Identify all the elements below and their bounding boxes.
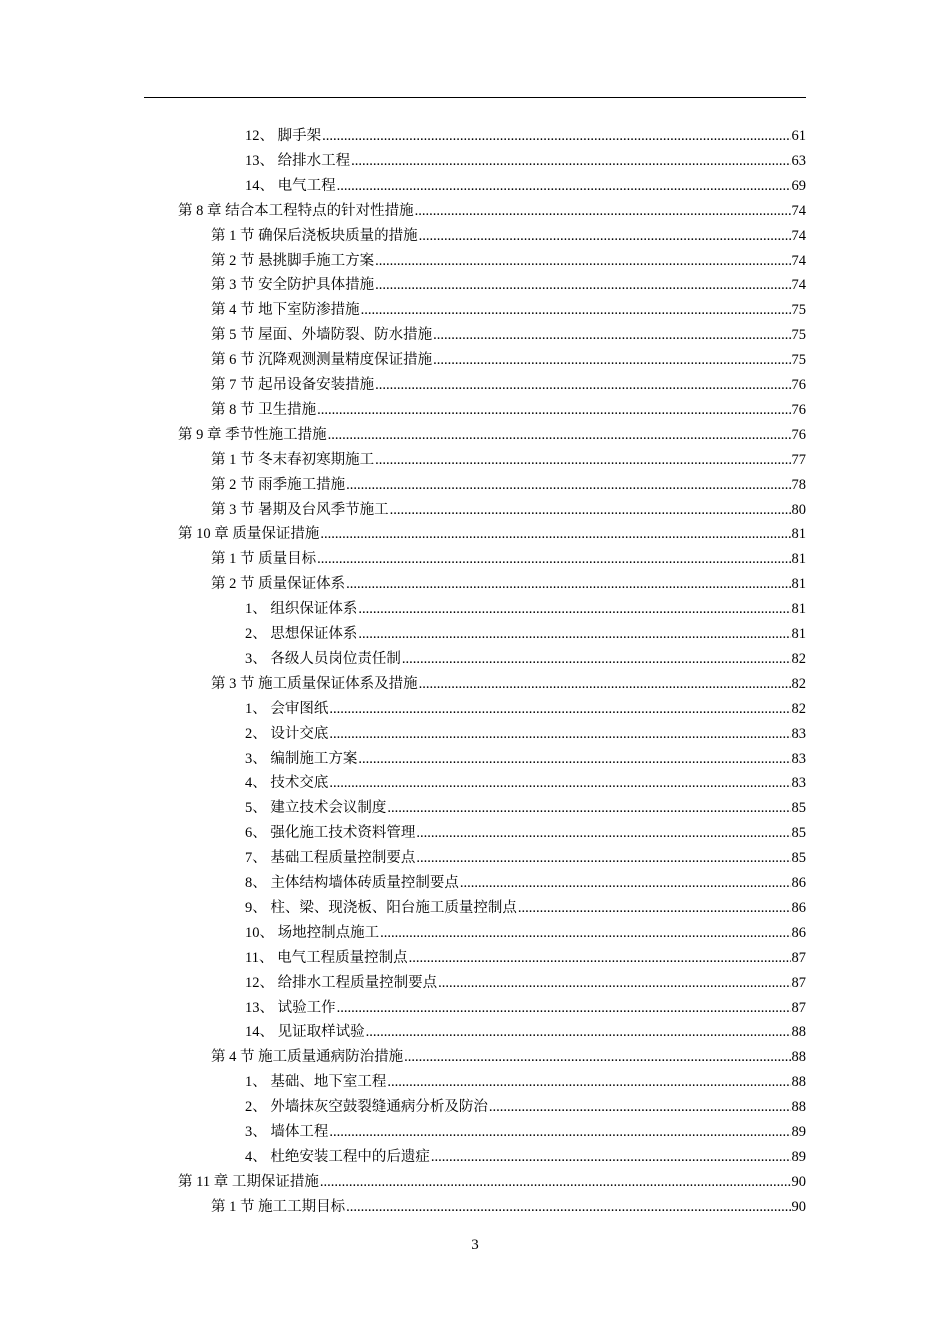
toc-entry-page: 63 <box>791 152 806 169</box>
toc-entry-label: 2、 设计交底 <box>245 725 329 742</box>
toc-dot-leader <box>380 921 790 946</box>
toc-entry[interactable] <box>245 1020 806 1045</box>
toc-entry-page: 78 <box>791 476 806 493</box>
toc-entry-label: 3、 编制施工方案 <box>245 750 358 767</box>
toc-entry-page: 82 <box>791 650 806 667</box>
toc-entry-page: 81 <box>791 576 806 593</box>
toc-dot-leader <box>329 771 790 796</box>
toc-entry-label: 1、 会审图纸 <box>245 700 329 717</box>
toc-entry-page: 82 <box>791 700 806 717</box>
toc-entry-page: 85 <box>791 800 806 817</box>
toc-dot-leader <box>416 846 790 871</box>
toc-entry[interactable] <box>245 971 806 996</box>
toc-entry[interactable] <box>245 747 806 772</box>
toc-entry-page: 82 <box>791 675 806 692</box>
toc-entry[interactable] <box>211 547 806 572</box>
toc-entry[interactable] <box>211 224 806 249</box>
toc-entry[interactable] <box>245 996 806 1021</box>
toc-entry-page: 74 <box>791 252 806 269</box>
toc-dot-leader <box>358 622 790 647</box>
toc-dot-leader <box>358 747 790 772</box>
toc-entry-label: 第 2 节 雨季施工措施 <box>211 476 346 493</box>
toc-dot-leader <box>322 124 790 149</box>
toc-entry-page: 69 <box>791 177 806 194</box>
toc-dot-leader <box>402 647 791 672</box>
toc-entry[interactable] <box>245 149 806 174</box>
toc-entry-page: 83 <box>791 775 806 792</box>
toc-entry[interactable] <box>245 1095 806 1120</box>
toc-entry[interactable] <box>245 871 806 896</box>
toc-dot-leader <box>375 249 790 274</box>
toc-entry-page: 81 <box>791 601 806 618</box>
toc-entry-page: 88 <box>791 1049 806 1066</box>
toc-entry-label: 第 1 节 施工工期目标 <box>211 1198 346 1215</box>
toc-entry-page: 76 <box>791 377 806 393</box>
toc-dot-leader <box>366 1020 791 1045</box>
toc-entry[interactable] <box>211 298 806 323</box>
toc-entry-page: 86 <box>791 899 806 916</box>
toc-entry-label: 第 8 章 结合本工程特点的针对性措施 <box>178 202 414 219</box>
toc-entry-label: 第 6 节 沉降观测测量精度保证措施 <box>211 352 433 369</box>
toc-entry-page: 81 <box>791 626 806 642</box>
toc-entry-page: 86 <box>791 875 806 891</box>
toc-entry[interactable] <box>211 348 806 373</box>
toc-entry-label: 1、 基础、地下室工程 <box>245 1074 387 1091</box>
toc-entry[interactable] <box>245 896 806 921</box>
toc-entry-label: 13、 给排水工程 <box>245 152 351 169</box>
toc-entry-label: 第 8 节 卫生措施 <box>211 401 317 418</box>
toc-entry[interactable] <box>211 398 806 423</box>
toc-entry[interactable] <box>245 622 806 647</box>
toc-dot-leader <box>337 996 791 1021</box>
toc-entry-label: 4、 技术交底 <box>245 775 329 792</box>
toc-dot-leader <box>433 323 790 348</box>
toc-dot-leader <box>346 1195 790 1220</box>
toc-entry-page: 76 <box>791 401 806 418</box>
toc-entry-label: 第 5 节 屋面、外墙防裂、防水措施 <box>211 327 433 344</box>
header-rule <box>144 97 806 98</box>
toc-entry-page: 77 <box>791 451 806 468</box>
toc-dot-leader <box>489 1095 791 1120</box>
toc-dot-leader <box>518 896 791 921</box>
toc-entry[interactable] <box>211 572 806 597</box>
toc-dot-leader <box>431 1145 791 1170</box>
toc-entry[interactable] <box>245 124 806 149</box>
toc-dot-leader <box>329 722 790 747</box>
toc-dot-leader <box>375 273 790 298</box>
toc-entry[interactable] <box>245 647 806 672</box>
toc-entry[interactable] <box>245 946 806 971</box>
toc-dot-leader <box>328 423 791 448</box>
toc-entry-label: 12、 给排水工程质量控制要点 <box>245 974 438 991</box>
toc-entry-label: 10、 场地控制点施工 <box>245 924 380 941</box>
toc-entry[interactable] <box>211 323 806 348</box>
toc-dot-leader <box>416 821 790 846</box>
toc-entry-page: 74 <box>791 202 806 219</box>
toc-dot-leader <box>337 174 791 199</box>
toc-entry-page: 85 <box>791 825 806 842</box>
toc-entry[interactable] <box>245 174 806 199</box>
toc-entry[interactable] <box>245 921 806 946</box>
toc-entry-page: 86 <box>791 924 806 941</box>
toc-dot-leader <box>409 946 791 971</box>
toc-entry-page: 87 <box>791 974 806 991</box>
toc-entry-label: 第 10 章 质量保证措施 <box>178 526 320 543</box>
toc-entry-page: 88 <box>791 1024 806 1041</box>
toc-entry[interactable] <box>245 796 806 821</box>
toc-entry-page: 80 <box>791 501 806 518</box>
toc-entry-label: 3、 墙体工程 <box>245 1124 329 1140</box>
toc-entry-label: 2、 思想保证体系 <box>245 626 358 642</box>
toc-entry[interactable] <box>178 199 806 224</box>
toc-entry-label: 第 11 章 工期保证措施 <box>178 1173 319 1190</box>
toc-dot-leader <box>329 1120 790 1145</box>
toc-entry-label: 7、 基础工程质量控制要点 <box>245 850 416 867</box>
toc-dot-leader <box>320 1170 791 1195</box>
toc-entry[interactable] <box>245 1120 806 1145</box>
toc-dot-leader <box>460 871 791 896</box>
toc-entry[interactable] <box>211 448 806 473</box>
toc-entry-label: 12、 脚手架 <box>245 128 322 144</box>
toc-dot-leader <box>317 398 790 423</box>
toc-entry-page: 87 <box>791 999 806 1016</box>
toc-entry-label: 9、 柱、梁、现浇板、阳台施工质量控制点 <box>245 899 517 916</box>
toc-dot-leader <box>361 298 791 323</box>
toc-entry[interactable] <box>211 1195 806 1220</box>
toc-entry-label: 第 1 节 冬末春初寒期施工 <box>211 451 375 468</box>
toc-entry[interactable] <box>178 1170 806 1195</box>
toc-entry-label: 4、 杜绝安装工程中的后遗症 <box>245 1148 430 1165</box>
toc-entry-label: 第 3 节 安全防护具体措施 <box>211 277 375 294</box>
toc-entry[interactable] <box>245 697 806 722</box>
toc-dot-leader <box>329 697 790 722</box>
toc-entry-label: 第 1 节 质量目标 <box>211 551 317 568</box>
toc-entry-label: 第 2 节 质量保证体系 <box>211 576 346 593</box>
toc-entry-label: 第 9 章 季节性施工措施 <box>178 426 327 443</box>
toc-entry-page: 88 <box>791 1099 806 1116</box>
toc-entry[interactable] <box>245 821 806 846</box>
toc-entry[interactable] <box>211 473 806 498</box>
toc-entry-page: 85 <box>791 850 806 867</box>
toc-dot-leader <box>404 1045 790 1070</box>
toc-entry-page: 61 <box>791 128 806 144</box>
toc-entry-page: 88 <box>791 1074 806 1091</box>
toc-entry-label: 6、 强化施工技术资料管理 <box>245 825 416 842</box>
toc-entry[interactable] <box>211 249 806 274</box>
toc-dot-leader <box>346 473 790 498</box>
toc-entry[interactable] <box>211 273 806 298</box>
toc-entry[interactable] <box>211 498 806 523</box>
toc-entry-page: 76 <box>791 426 806 443</box>
toc-entry-label: 13、 试验工作 <box>245 999 336 1016</box>
toc-entry[interactable] <box>245 722 806 747</box>
toc-entry-label: 第 3 节 暑期及台风季节施工 <box>211 501 389 518</box>
toc-entry-page: 89 <box>791 1148 806 1165</box>
toc-entry-page: 81 <box>791 526 806 543</box>
toc-entry-label: 第 4 节 施工质量通病防治措施 <box>211 1049 404 1066</box>
toc-entry-label: 3、 各级人员岗位责任制 <box>245 650 401 667</box>
toc-entry-page: 90 <box>791 1198 806 1215</box>
toc-dot-leader <box>387 796 790 821</box>
toc-entry[interactable] <box>245 1145 806 1170</box>
toc-entry-label: 11、 电气工程质量控制点 <box>245 949 408 966</box>
toc-entry-label: 2、 外墙抹灰空鼓裂缝通病分析及防治 <box>245 1099 488 1116</box>
toc-entry[interactable] <box>245 846 806 871</box>
toc-dot-leader <box>320 522 790 547</box>
toc-dot-leader <box>387 1070 790 1095</box>
toc-dot-leader <box>415 199 791 224</box>
toc-entry-label: 1、 组织保证体系 <box>245 601 358 618</box>
toc-entry-page: 81 <box>791 551 806 568</box>
toc-dot-leader <box>419 224 791 249</box>
toc-entry[interactable] <box>178 522 806 547</box>
toc-entry[interactable] <box>211 1045 806 1070</box>
toc-entry-page: 87 <box>791 949 806 966</box>
toc-dot-leader <box>317 547 790 572</box>
toc-dot-leader <box>358 597 790 622</box>
toc-entry-page: 90 <box>791 1173 806 1190</box>
toc-entry-label: 8、 主体结构墙体砖质量控制要点 <box>245 875 459 891</box>
toc-entry-label: 5、 建立技术会议制度 <box>245 800 387 817</box>
toc-entry[interactable] <box>211 373 806 398</box>
toc-entry[interactable] <box>245 1070 806 1095</box>
toc-entry-page: 75 <box>791 327 806 344</box>
toc-entry-label: 14、 见证取样试验 <box>245 1024 365 1041</box>
toc-entry-label: 第 2 节 悬挑脚手施工方案 <box>211 252 375 269</box>
toc-entry-page: 74 <box>791 227 806 244</box>
toc-dot-leader <box>375 373 790 398</box>
toc-dot-leader <box>438 971 790 996</box>
toc-entry-page: 83 <box>791 725 806 742</box>
toc-dot-leader <box>419 672 791 697</box>
toc-dot-leader <box>390 498 791 523</box>
toc-entry-label: 第 3 节 施工质量保证体系及措施 <box>211 675 418 692</box>
toc-entry[interactable] <box>245 771 806 796</box>
toc-entry-label: 14、 电气工程 <box>245 177 336 194</box>
toc-entry[interactable] <box>211 672 806 697</box>
toc-entry-label: 第 1 节 确保后浇板块质量的措施 <box>211 227 418 244</box>
toc-entry-page: 75 <box>791 302 806 319</box>
toc-dot-leader <box>375 448 790 473</box>
toc-entry[interactable] <box>178 423 806 448</box>
toc-entry-label: 第 7 节 起吊设备安装措施 <box>211 377 375 393</box>
toc-entry-page: 75 <box>791 352 806 369</box>
toc-dot-leader <box>346 572 790 597</box>
toc-dot-leader <box>351 149 790 174</box>
toc-entry[interactable] <box>245 597 806 622</box>
toc-entry-label: 第 4 节 地下室防渗措施 <box>211 302 360 319</box>
page-number: 3 <box>471 1237 479 1253</box>
toc-entry-page: 89 <box>791 1124 806 1140</box>
toc-entry-page: 83 <box>791 750 806 767</box>
toc-dot-leader <box>433 348 790 373</box>
toc-entry-page: 74 <box>791 277 806 294</box>
